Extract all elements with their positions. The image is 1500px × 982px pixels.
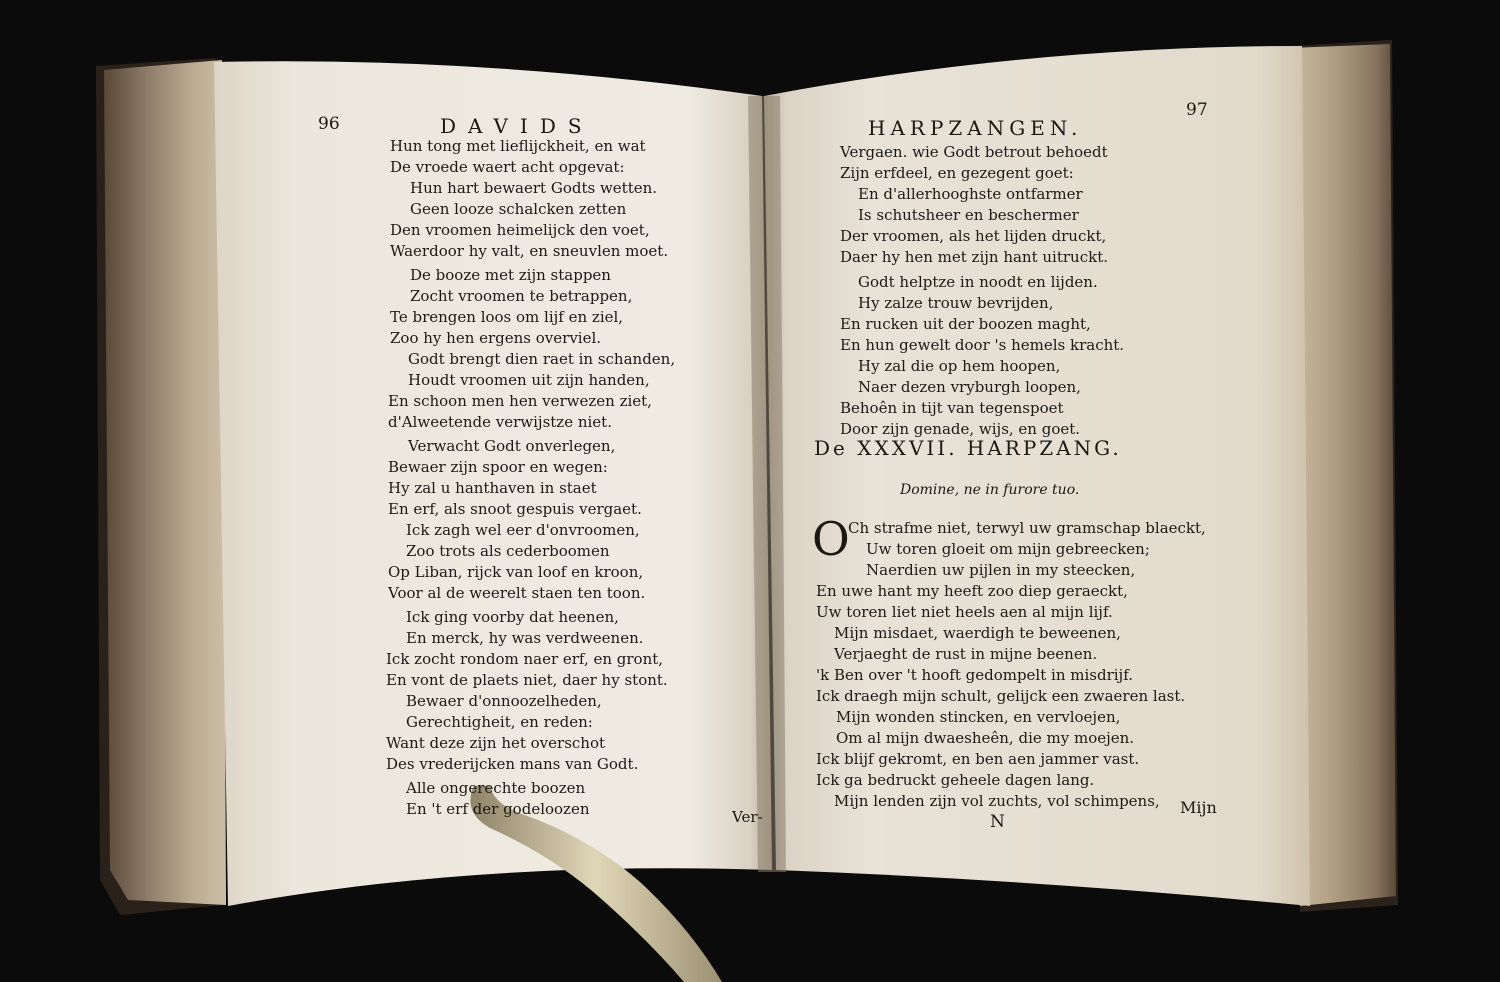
- psalm-title: De XXXVII. HARPZANG.: [814, 436, 1122, 460]
- left-running-head: DAVIDS: [440, 114, 594, 138]
- text-line: De vroede waert acht opgevat:: [390, 158, 625, 176]
- text-line: En rucken uit der boozen maght,: [840, 315, 1091, 333]
- text-line: Bewaer zijn spoor en wegen:: [388, 458, 608, 476]
- text-line: Godt brengt dien raet in schanden,: [408, 350, 676, 368]
- text-line: Godt helptze in noodt en lijden.: [858, 273, 1098, 291]
- text-line: Want deze zijn het overschot: [386, 734, 606, 752]
- text-line: Mijn wonden stincken, en vervloejen,: [836, 708, 1121, 726]
- text-line: Uw toren gloeit om mijn gebreecken;: [866, 540, 1150, 558]
- text-line: Hun hart bewaert Godts wetten.: [410, 179, 658, 197]
- text-line: Is schutsheer en beschermer: [858, 206, 1079, 224]
- text-line: Gerechtigheit, en reden:: [406, 713, 593, 731]
- text-line: Ick draegh mijn schult, gelijck een zwaeren last.: [816, 687, 1186, 705]
- text-line: Waerdoor hy valt, en sneuvlen moet.: [390, 242, 669, 260]
- text-line: Ch strafme niet, terwyl uw gramschap blaeckt,: [848, 519, 1206, 537]
- drop-cap: O: [812, 512, 850, 566]
- text-line: Hy zal die op hem hoopen,: [858, 357, 1061, 375]
- text-line: Uw toren liet niet heels aen al mijn lijf.: [816, 603, 1113, 621]
- text-line: Ick blijf gekromt, en ben aen jammer vast.: [816, 750, 1140, 768]
- right-page-number: 97: [1186, 100, 1208, 120]
- text-line: Hun tong met lieflijckheit, en wat: [390, 137, 646, 155]
- text-line: Der vroomen, als het lijden druckt,: [840, 227, 1107, 245]
- text-line: Te brengen loos om lijf en ziel,: [390, 308, 624, 326]
- text-line: Verwacht Godt onverlegen,: [408, 437, 616, 455]
- left-catchword: Ver-: [732, 808, 763, 826]
- text-line: Houdt vroomen uit zijn handen,: [408, 371, 650, 389]
- text-line: Verjaeght de rust in mijne beenen.: [834, 645, 1098, 663]
- text-line: Zoo trots als cederboomen: [406, 542, 610, 560]
- text-line: En 't erf der godeloozen: [406, 800, 590, 818]
- right-catchword: Mijn: [1180, 798, 1217, 817]
- text-line: En schoon men hen verwezen ziet,: [388, 392, 652, 410]
- text-line: 'k Ben over 't hooft gedompelt in misdrijf.: [816, 666, 1133, 684]
- text-line: Vergaen. wie Godt betrout behoedt: [840, 143, 1108, 161]
- text-line: Zoo hy hen ergens overviel.: [390, 329, 602, 347]
- text-line: Op Liban, rijck van loof en kroon,: [388, 563, 644, 581]
- right-running-head: HARPZANGEN.: [868, 116, 1083, 140]
- text-line: Hy zalze trouw bevrijden,: [858, 294, 1054, 312]
- text-line: Zocht vroomen te betrappen,: [410, 287, 633, 305]
- latin-incipit: Domine, ne in furore tuo.: [900, 482, 1080, 498]
- text-line: Alle ongerechte boozen: [406, 779, 586, 797]
- text-line: Hy zal u hanthaven in staet: [388, 479, 597, 497]
- text-line: Mijn lenden zijn vol zuchts, vol schimpens,: [834, 792, 1160, 810]
- text-line: d'Alweetende verwijstze niet.: [388, 413, 612, 431]
- signature-mark: N: [990, 812, 1005, 832]
- text-line: Om al mijn dwaesheên, die my moejen.: [836, 729, 1135, 747]
- text-line: Ick zagh wel eer d'onvroomen,: [406, 521, 640, 539]
- text-line: En hun gewelt door 's hemels kracht.: [840, 336, 1125, 354]
- text-line: Ick ging voorby dat heenen,: [406, 608, 619, 626]
- text-line: Ick ga bedruckt geheele dagen lang.: [816, 771, 1095, 789]
- text-line: Den vroomen heimelijck den voet,: [390, 221, 650, 239]
- text-line: Ick zocht rondom naer erf, en gront,: [386, 650, 664, 668]
- text-line: De booze met zijn stappen: [410, 266, 611, 284]
- text-line: En uwe hant my heeft zoo diep geraeckt,: [816, 582, 1128, 600]
- text-line: Daer hy hen met zijn hant uitruckt.: [840, 248, 1108, 266]
- text-line: Geen looze schalcken zetten: [410, 200, 627, 218]
- text-line: Des vrederijcken mans van Godt.: [386, 755, 639, 773]
- text-line: Naer dezen vryburgh loopen,: [858, 378, 1081, 396]
- text-line: En merck, hy was verdweenen.: [406, 629, 644, 647]
- text-line: Voor al de weerelt staen ten toon.: [388, 584, 646, 602]
- text-line: Bewaer d'onnoozelheden,: [406, 692, 602, 710]
- text-line: Zijn erfdeel, en gezegent goet:: [840, 164, 1074, 182]
- text-line: Mijn misdaet, waerdigh te beweenen,: [834, 624, 1121, 642]
- text-line: Naerdien uw pijlen in my steecken,: [866, 561, 1136, 579]
- text-line: En d'allerhooghste ontfarmer: [858, 185, 1083, 203]
- text-line: En vont de plaets niet, daer hy stont.: [386, 671, 668, 689]
- page-edges-left: [104, 60, 226, 905]
- left-page-number: 96: [318, 114, 340, 134]
- text-line: En erf, als snoot gespuis vergaet.: [388, 500, 642, 518]
- text-line: Behoên in tijt van tegenspoet: [840, 399, 1064, 417]
- text-line: Door zijn genade, wijs, en goet.: [840, 420, 1081, 438]
